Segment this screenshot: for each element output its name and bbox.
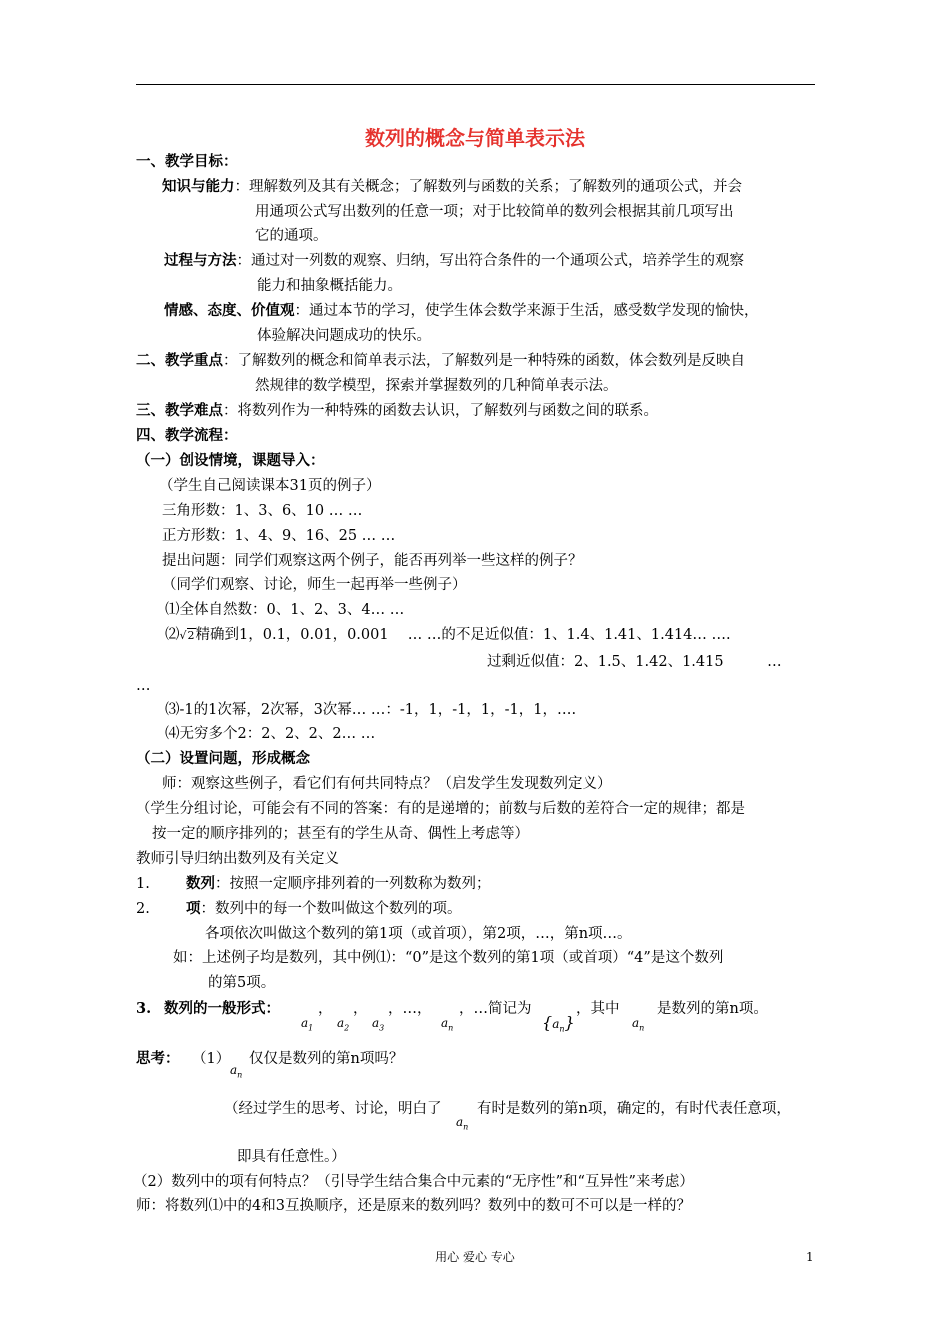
def-3-number: 3. bbox=[136, 1000, 152, 1017]
def-2-terms-order: 各项依次叫做这个数列的第1项（或首项），第2项，…，第n项…。 bbox=[205, 926, 632, 942]
def-2-number: 2. bbox=[136, 901, 150, 917]
page-number: 1 bbox=[806, 1250, 814, 1264]
part1-line-a: （学生自己阅读课本31页的例子） bbox=[159, 478, 381, 494]
part1-heading: （一）创设情境，课题导入： bbox=[136, 452, 325, 469]
part1-line-d: 提出问题：同学们观察这两个例子，能否再列举一些这样的例子？ bbox=[162, 553, 583, 569]
term-a2: $a_2$ bbox=[337, 1016, 350, 1033]
think-q2-teacher: 师：将数列⑴中的4和3互换顺序，还是原来的数列吗？数列中的数可不可以是一样的？ bbox=[136, 1198, 691, 1214]
def-3-general-form: 数列的一般形式： bbox=[164, 1000, 280, 1017]
general-form-comma-2: ， bbox=[353, 1001, 368, 1017]
process-method-line-2: 能力和抽象概括能力。 bbox=[257, 278, 402, 294]
think-q1-an: $a_n$ bbox=[230, 1063, 243, 1080]
part1-line-b: 三角形数：1、3、6、10 … … bbox=[162, 503, 363, 519]
attitude-values-line: 情感、态度、价值观：通过本节的学习，使学生体会数学来源于生活，感受数学发现的愉快， bbox=[164, 302, 759, 319]
key-points-line: 二、教学重点：了解数列的概念和简单表示法，了解数列是一种特殊的函数，体会数列是反映自 bbox=[136, 352, 745, 369]
example-4: ⑷无穷多个2：2、2、2、2… … bbox=[165, 726, 376, 742]
def-2-example-line-1: 如：上述例子均是数列，其中例⑴：“0”是这个数列的第1项（或首项）“4”是这个数列 bbox=[173, 950, 724, 966]
header-rule bbox=[136, 84, 815, 85]
think-a1-line-2: 即具有任意性。） bbox=[237, 1149, 346, 1165]
general-form-nth-term: 是数列的第n项。 bbox=[657, 1001, 768, 1017]
term-an: $a_n$ bbox=[441, 1016, 454, 1033]
document-title: 数列的概念与简单表示法 bbox=[365, 126, 585, 150]
sqrt-symbol: √2 bbox=[179, 629, 195, 642]
example-2-continuation: … bbox=[136, 678, 151, 694]
general-form-comma-3: ，…， bbox=[388, 1001, 432, 1017]
key-points-line-2: 然规律的数学模型，探索并掌握数列的几种简单表示法。 bbox=[255, 378, 618, 394]
sequence-braces-an: $\{a_n\}$ bbox=[542, 1013, 575, 1034]
def-2-example-line-2: 的第5项。 bbox=[208, 975, 276, 991]
example-1: ⑴全体自然数：0、1、2、3、4… … bbox=[165, 602, 405, 618]
term-a3: $a_3$ bbox=[372, 1016, 385, 1033]
knowledge-ability-line: 知识与能力：理解数列及其有关概念；了解数列与函数的关系；了解数列的通项公式，并会 bbox=[162, 178, 742, 195]
def-2-term: 项：数列中的每一个数叫做这个数列的项。 bbox=[186, 900, 462, 917]
think-a1-text-end: 有时是数列的第n项，确定的，有时代表任意项， bbox=[477, 1101, 791, 1117]
term-a1: $a_1$ bbox=[301, 1016, 314, 1033]
part2-line-c: 教师引导归纳出数列及有关定义 bbox=[136, 851, 339, 867]
think-a1-text-start: （经过学生的思考、讨论，明白了 bbox=[224, 1101, 442, 1117]
general-form-comma-1: ， bbox=[318, 1001, 333, 1017]
example-2-upper-approx: 过剩近似值：2、1.5、1.42、1.415 … bbox=[487, 654, 782, 670]
def-1-sequence: 数列：按照一定顺序排列着的一列数称为数列； bbox=[186, 875, 491, 892]
part2-line-b2: 按一定的顺序排列的；甚至有的学生从奇、偶性上考虑等） bbox=[152, 826, 529, 842]
part2-heading: （二）设置问题，形成概念 bbox=[136, 750, 310, 767]
process-method-line: 过程与方法：通过对一列数的观察、归纳，写出符合条件的一个通项公式，培养学生的观察 bbox=[164, 252, 744, 269]
think-q1-number: （1） bbox=[192, 1051, 231, 1067]
part2-line-b1: （学生分组讨论，可能会有不同的答案：有的是递增的；前数与后数的差符合一定的规律；都是 bbox=[136, 801, 745, 817]
part1-line-c: 正方形数：1、4、9、16、25 … … bbox=[162, 528, 396, 544]
section-objectives-heading: 一、教学目标： bbox=[136, 153, 238, 170]
term-an-where: $a_n$ bbox=[632, 1016, 645, 1033]
attitude-values-line-2: 体验解决问题成功的快乐。 bbox=[257, 328, 431, 344]
knowledge-ability-line-2: 用通项公式写出数列的任意一项；对于比较简单的数列会根据其前几项写出 bbox=[255, 204, 734, 220]
difficulty-line: 三、教学难点：将数列作为一种特殊的函数去认识，了解数列与函数之间的联系。 bbox=[136, 402, 658, 419]
process-heading: 四、教学流程： bbox=[136, 427, 238, 444]
example-2: ⑵√2精确到1，0.1，0.01，0.001 … …的不足近似值：1、1.4、1.41、1.414… …. bbox=[165, 625, 731, 645]
think-q2: （2）数列中的项有何特点？（引导学生结合集合中元素的“无序性”和“互异性”来考虑） bbox=[133, 1174, 694, 1190]
think-a1-an: $a_n$ bbox=[456, 1115, 469, 1132]
def-1-number: 1. bbox=[136, 876, 150, 892]
footer-text: 用心 爱心 专心 bbox=[435, 1250, 515, 1264]
general-form-shorthand: ，…简记为 bbox=[459, 1001, 532, 1017]
example-3: ⑶-1的1次幂，2次幂，3次幂… …：-1，1，-1，1，-1，1，…. bbox=[165, 702, 577, 718]
part1-line-e: （同学们观察、讨论，师生一起再举一些例子） bbox=[162, 577, 467, 593]
think-heading: 思考： bbox=[136, 1050, 180, 1067]
think-q1-text: 仅仅是数列的第n项吗？ bbox=[249, 1051, 404, 1067]
knowledge-ability-line-3: 它的通项。 bbox=[255, 228, 328, 244]
part2-line-a: 师：观察这些例子，看它们有何共同特点？（启发学生发现数列定义） bbox=[162, 776, 612, 792]
general-form-where: ，其中 bbox=[576, 1001, 620, 1017]
